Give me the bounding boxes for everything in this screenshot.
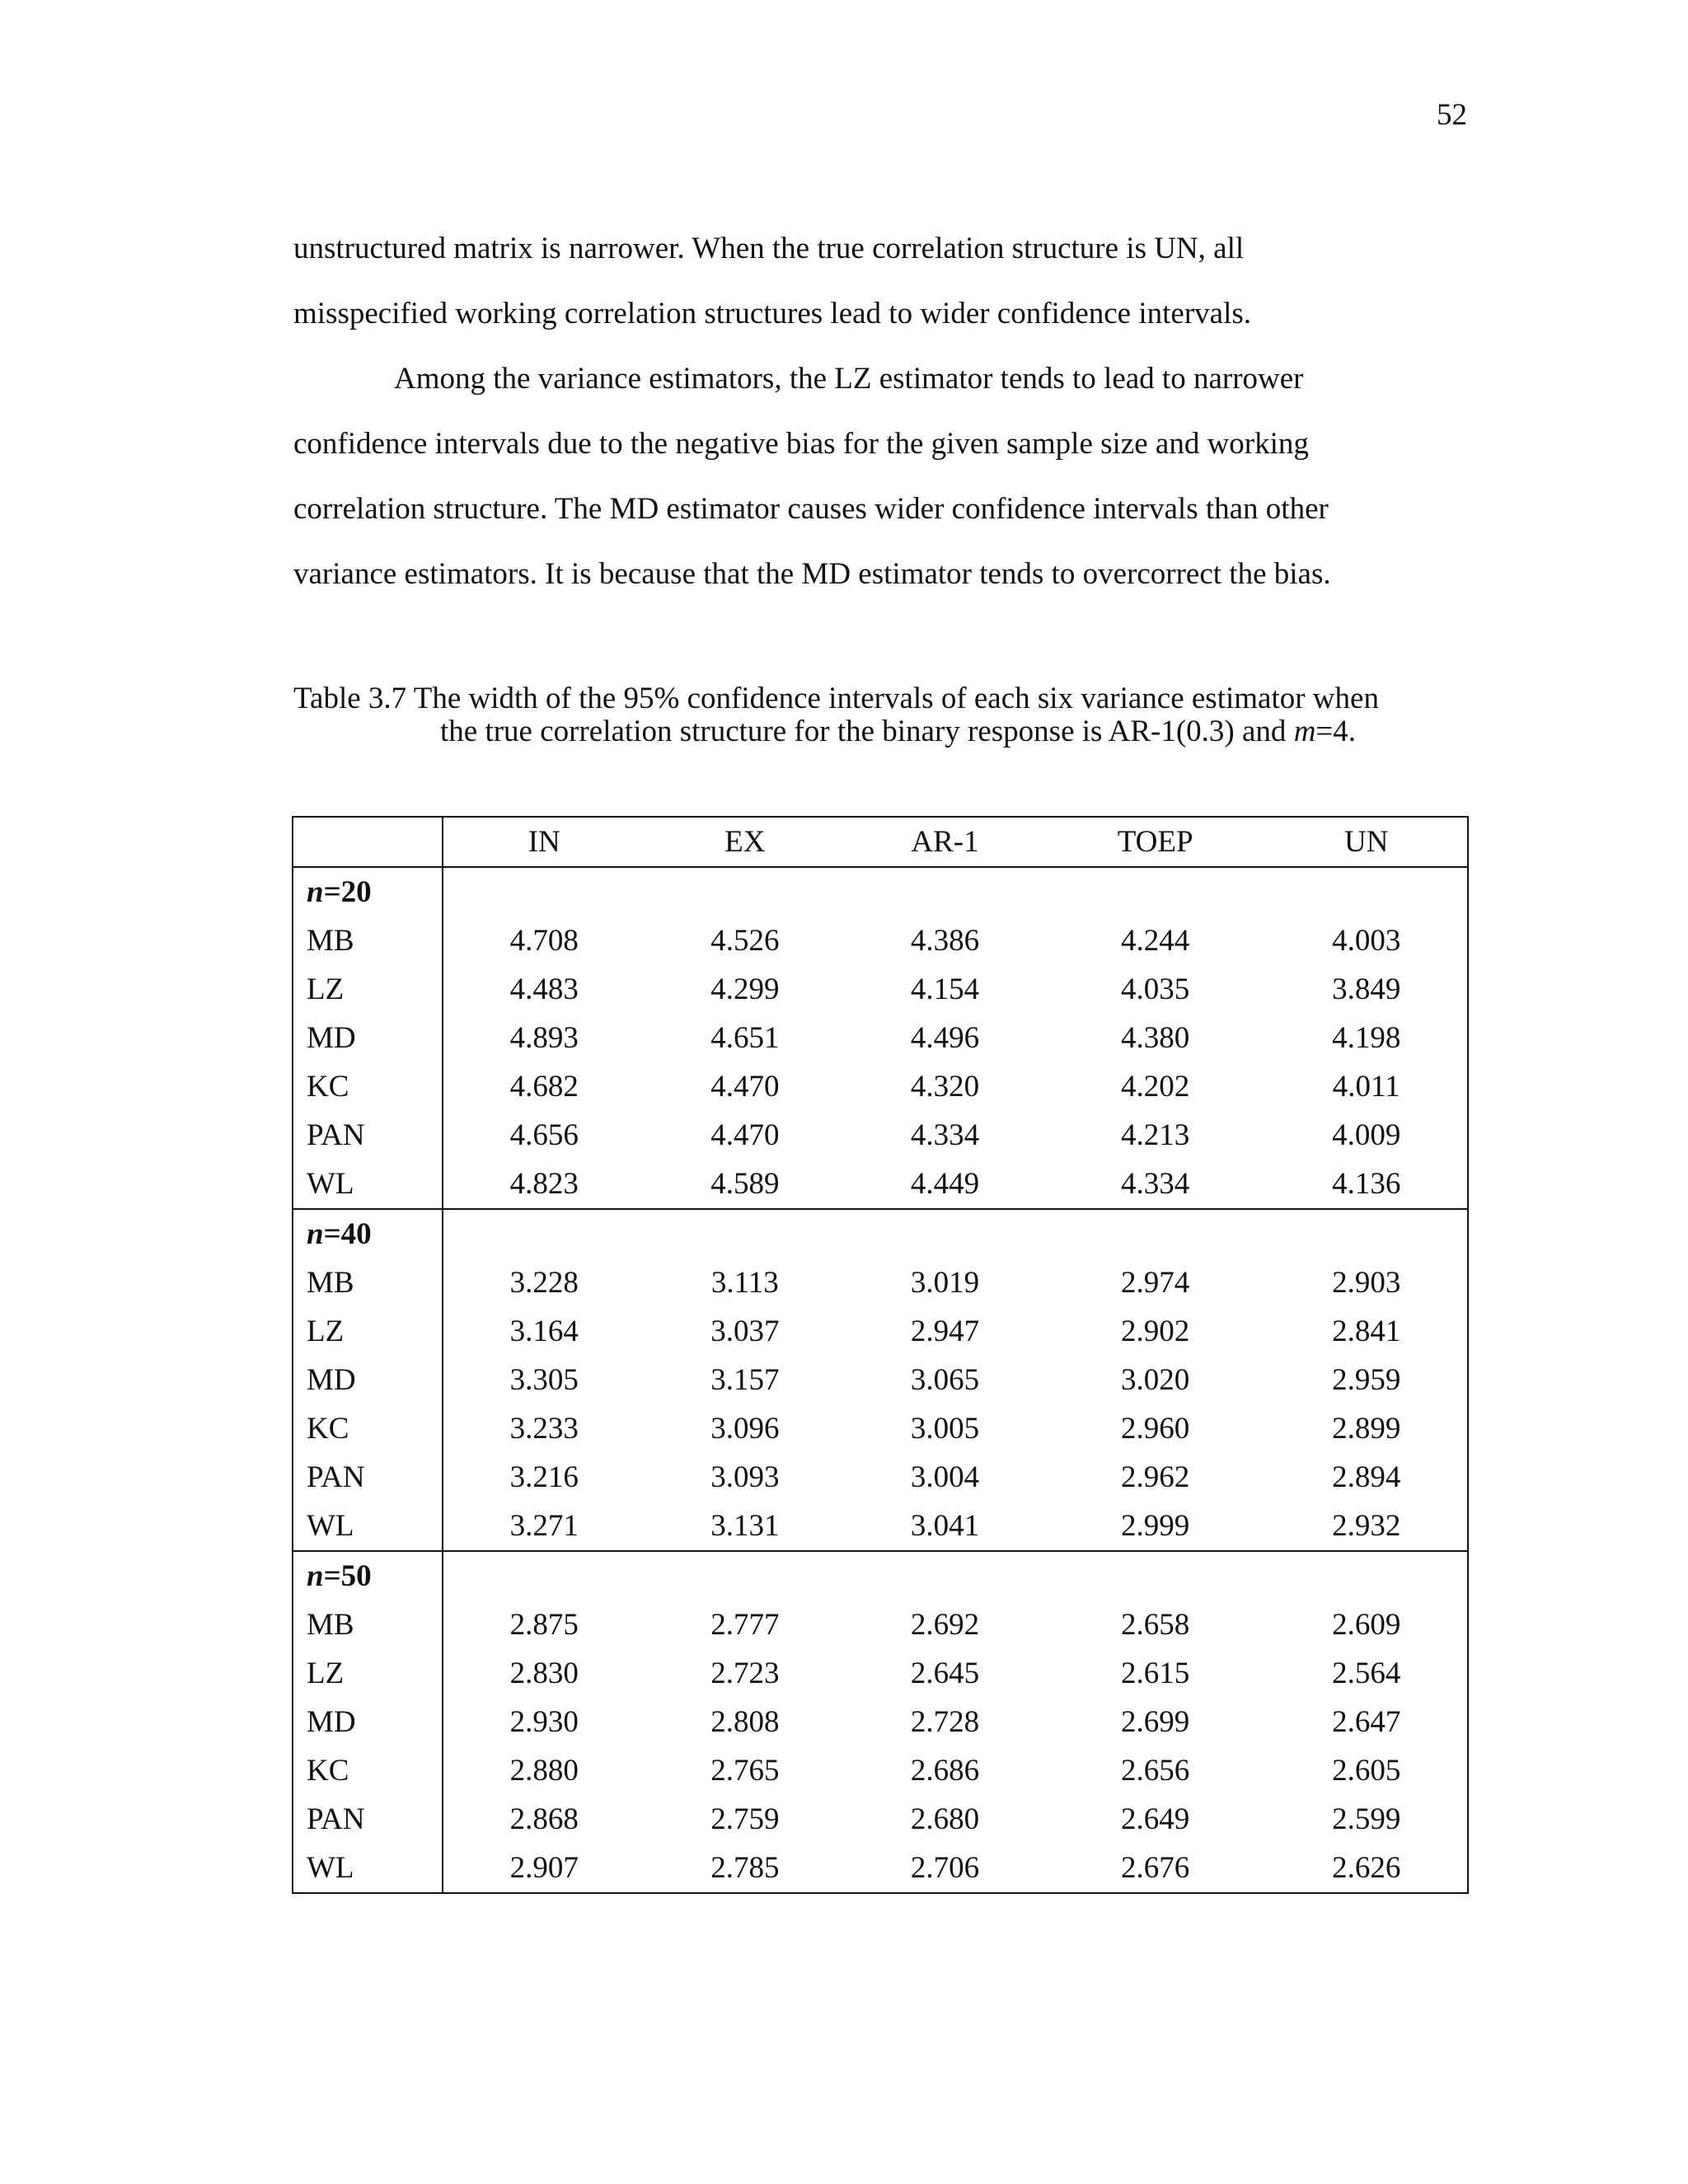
- row-label: WL: [293, 1160, 443, 1209]
- row-label: MB: [293, 1258, 443, 1307]
- group-label-value: =40: [323, 1217, 372, 1251]
- table-cell: 2.962: [1120, 1460, 1190, 1494]
- caption-line-2: [293, 715, 1472, 748]
- table-cell: 4.320: [910, 1070, 980, 1104]
- page-number: 52: [1437, 98, 1467, 132]
- table-row: [293, 1356, 1468, 1404]
- table-cell: 2.686: [910, 1754, 980, 1788]
- table-cell: 3.093: [710, 1460, 780, 1494]
- table-row: [293, 1453, 1468, 1502]
- table-cell: 3.004: [910, 1460, 980, 1494]
- empty-cell: [1045, 867, 1266, 916]
- group-label-value: =20: [323, 875, 372, 909]
- table-cell: 2.830: [509, 1657, 579, 1690]
- table-row: [293, 1698, 1468, 1746]
- table-cell: 4.299: [710, 972, 780, 1006]
- table-cell: 4.011: [1265, 1062, 1468, 1111]
- row-label: KC: [293, 1062, 443, 1111]
- row-label: WL: [293, 1844, 443, 1893]
- table-row: [293, 1649, 1468, 1698]
- table-cell: 3.037: [710, 1315, 780, 1348]
- table-cell: 4.386: [910, 924, 980, 958]
- row-label: PAN: [293, 1111, 443, 1160]
- table-cell: 2.765: [710, 1754, 780, 1788]
- table-cell: 3.164: [509, 1315, 579, 1348]
- row-label: WL: [293, 1502, 443, 1551]
- table-cell: 2.656: [1120, 1754, 1190, 1788]
- paragraph-1-line-2: misspecified working correlation structures lead to wider confidence intervals.: [293, 297, 1252, 330]
- table-cell: 2.692: [910, 1608, 980, 1642]
- table-cell: 2.605: [1265, 1746, 1468, 1795]
- row-label: KC: [293, 1746, 443, 1795]
- table-cell: 4.380: [1120, 1021, 1190, 1055]
- group-label: [293, 1209, 443, 1258]
- paragraph-2-line-3: correlation structure. The MD estimator causes wider confidence intervals than other: [293, 492, 1329, 526]
- table-row: [293, 1111, 1468, 1160]
- table-body: [293, 817, 1468, 1893]
- empty-cell: [645, 1209, 846, 1258]
- empty-cell: [845, 867, 1045, 916]
- table-row: [293, 1160, 1468, 1209]
- row-label: MD: [293, 1356, 443, 1404]
- table-cell: 2.808: [710, 1705, 780, 1739]
- results-table: [292, 816, 1469, 1894]
- body-text: [293, 216, 1464, 607]
- table-cell: 2.932: [1265, 1502, 1468, 1551]
- column-header: IN: [443, 817, 645, 867]
- table-row: [293, 1601, 1468, 1649]
- empty-cell: [645, 1551, 846, 1601]
- table-row: [293, 1014, 1468, 1062]
- table-cell: 2.960: [1120, 1412, 1190, 1446]
- table-cell: 3.233: [509, 1412, 579, 1446]
- table-cell: 2.875: [509, 1608, 579, 1642]
- group-label-variable: n: [307, 875, 324, 909]
- table-row: [293, 1258, 1468, 1307]
- table-row: [293, 1746, 1468, 1795]
- table-cell: 3.005: [910, 1412, 980, 1446]
- table-cell: 3.020: [1120, 1363, 1190, 1397]
- table-cell: 2.903: [1265, 1258, 1468, 1307]
- table-cell: 2.759: [710, 1802, 780, 1836]
- table-cell: 3.157: [710, 1363, 780, 1397]
- table-cell: 2.676: [1045, 1844, 1266, 1893]
- empty-cell: [1045, 1551, 1266, 1601]
- table-cell: 4.009: [1265, 1111, 1468, 1160]
- table-cell: 2.999: [1120, 1509, 1190, 1543]
- row-label: MB: [293, 1601, 443, 1649]
- table-cell: 2.959: [1265, 1356, 1468, 1404]
- table-cell: 2.907: [443, 1844, 645, 1893]
- table-cell: 2.728: [910, 1705, 980, 1739]
- row-label: KC: [293, 1404, 443, 1453]
- table-cell: 4.334: [1120, 1167, 1190, 1201]
- column-header: AR-1: [845, 817, 1045, 867]
- group-header-row: [293, 1551, 1468, 1601]
- caption-line-1: Table 3.7 The width of the 95% confidence intervals of each six variance estimator when: [293, 682, 1379, 715]
- table-cell: 3.019: [910, 1266, 980, 1300]
- table-cell: 4.198: [1265, 1014, 1468, 1062]
- empty-cell: [1265, 1209, 1468, 1258]
- table-cell: 3.096: [710, 1412, 780, 1446]
- table-cell: 2.723: [710, 1657, 780, 1690]
- paragraph-2-line-2: confidence intervals due to the negative bias for the given sample size and working: [293, 427, 1309, 461]
- table-cell: 2.599: [1265, 1795, 1468, 1844]
- table-row: [293, 1795, 1468, 1844]
- table-cell: 4.496: [910, 1021, 980, 1055]
- empty-cell: [443, 1209, 645, 1258]
- empty-cell: [845, 1209, 1045, 1258]
- row-label: PAN: [293, 1795, 443, 1844]
- table-cell: 2.947: [910, 1315, 980, 1348]
- table-cell: 4.035: [1120, 972, 1190, 1006]
- caption-variable: m: [1293, 715, 1316, 748]
- table-cell: 2.902: [1120, 1315, 1190, 1348]
- column-header: TOEP: [1045, 817, 1266, 867]
- header-corner-cell: [293, 817, 443, 867]
- table-cell: 4.893: [509, 1021, 579, 1055]
- table-cell: 2.647: [1265, 1698, 1468, 1746]
- table-cell: 4.136: [1265, 1160, 1468, 1209]
- table-cell: 2.609: [1265, 1601, 1468, 1649]
- empty-cell: [1265, 1551, 1468, 1601]
- table-cell: 4.651: [710, 1021, 780, 1055]
- column-header: EX: [645, 817, 846, 867]
- group-label: [293, 1551, 443, 1601]
- table-cell: 2.880: [509, 1754, 579, 1788]
- empty-cell: [1265, 867, 1468, 916]
- table-cell: 4.526: [710, 924, 780, 958]
- table-cell: 2.899: [1265, 1404, 1468, 1453]
- table-cell: 2.680: [910, 1802, 980, 1836]
- table-row: [293, 1404, 1468, 1453]
- table-cell: 2.706: [845, 1844, 1045, 1893]
- table-cell: 4.682: [509, 1070, 579, 1104]
- group-header-row: [293, 1209, 1468, 1258]
- paragraph-2-line-1: Among the variance estimators, the LZ estimator tends to lead to narrower: [394, 362, 1304, 396]
- table-cell: 2.615: [1120, 1657, 1190, 1690]
- caption-line-2-text: the true correlation structure for the binary response is AR-1(0.3) and: [440, 715, 1294, 748]
- empty-cell: [443, 1551, 645, 1601]
- table-cell: 3.305: [509, 1363, 579, 1397]
- table-cell: 3.041: [910, 1509, 980, 1543]
- table-cell: 2.868: [509, 1802, 579, 1836]
- table-row: [293, 1307, 1468, 1356]
- table-cell: 2.930: [509, 1705, 579, 1739]
- table-cell: 4.708: [509, 924, 579, 958]
- group-header-row: [293, 867, 1468, 916]
- column-header: UN: [1265, 817, 1468, 867]
- table-cell: 2.777: [710, 1608, 780, 1642]
- table-cell: 3.131: [710, 1509, 780, 1543]
- row-label: LZ: [293, 1649, 443, 1698]
- row-label: PAN: [293, 1453, 443, 1502]
- table-cell: 2.649: [1120, 1802, 1190, 1836]
- group-label-variable: n: [307, 1559, 324, 1593]
- table-cell: 2.699: [1120, 1705, 1190, 1739]
- table-cell: 4.213: [1120, 1118, 1190, 1152]
- table-caption: [293, 682, 1472, 748]
- table-row: [293, 916, 1468, 965]
- table-cell: 4.470: [710, 1070, 780, 1104]
- table-cell: 2.894: [1265, 1453, 1468, 1502]
- table-cell: 4.483: [509, 972, 579, 1006]
- table-cell: 4.589: [710, 1167, 780, 1201]
- row-label: MD: [293, 1698, 443, 1746]
- row-label: LZ: [293, 965, 443, 1014]
- table-row: [293, 1844, 1468, 1893]
- caption-line-2-end: =4.: [1315, 715, 1357, 748]
- table-cell: 4.202: [1120, 1070, 1190, 1104]
- table-cell: 3.271: [509, 1509, 579, 1543]
- table-cell: 2.974: [1120, 1266, 1190, 1300]
- table-header-row: [293, 817, 1468, 867]
- paragraph-1-line-1: unstructured matrix is narrower. When the true correlation structure is UN, all: [293, 232, 1245, 265]
- row-label: MD: [293, 1014, 443, 1062]
- empty-cell: [645, 867, 846, 916]
- paragraph-2-line-4: variance estimators. It is because that the MD estimator tends to overcorrect the bias.: [293, 557, 1331, 591]
- table-cell: 2.785: [645, 1844, 846, 1893]
- table-row: [293, 1062, 1468, 1111]
- table-cell: 4.656: [509, 1118, 579, 1152]
- empty-cell: [1045, 1209, 1266, 1258]
- table-cell: 2.564: [1265, 1649, 1468, 1698]
- table-row: [293, 1502, 1468, 1551]
- table-cell: 4.449: [910, 1167, 980, 1201]
- row-label: MB: [293, 916, 443, 965]
- table-cell: 2.841: [1265, 1307, 1468, 1356]
- table-cell: 2.658: [1120, 1608, 1190, 1642]
- table-cell: 3.113: [710, 1266, 779, 1300]
- table-cell: 2.645: [910, 1657, 980, 1690]
- group-label-value: =50: [323, 1559, 372, 1593]
- table-cell: 4.244: [1120, 924, 1190, 958]
- empty-cell: [845, 1551, 1045, 1601]
- table-cell: 4.154: [910, 972, 980, 1006]
- table-row: [293, 965, 1468, 1014]
- table-cell: 3.065: [910, 1363, 980, 1397]
- table-cell: 3.228: [509, 1266, 579, 1300]
- table-cell: 4.334: [910, 1118, 980, 1152]
- table-cell: 2.626: [1265, 1844, 1468, 1893]
- table-cell: 3.849: [1265, 965, 1468, 1014]
- table-cell: 3.216: [509, 1460, 579, 1494]
- table-cell: 4.470: [710, 1118, 780, 1152]
- group-label-variable: n: [307, 1217, 324, 1251]
- table-cell: 4.823: [509, 1167, 579, 1201]
- row-label: LZ: [293, 1307, 443, 1356]
- empty-cell: [443, 867, 645, 916]
- group-label: [293, 867, 443, 916]
- table-cell: 4.003: [1265, 916, 1468, 965]
